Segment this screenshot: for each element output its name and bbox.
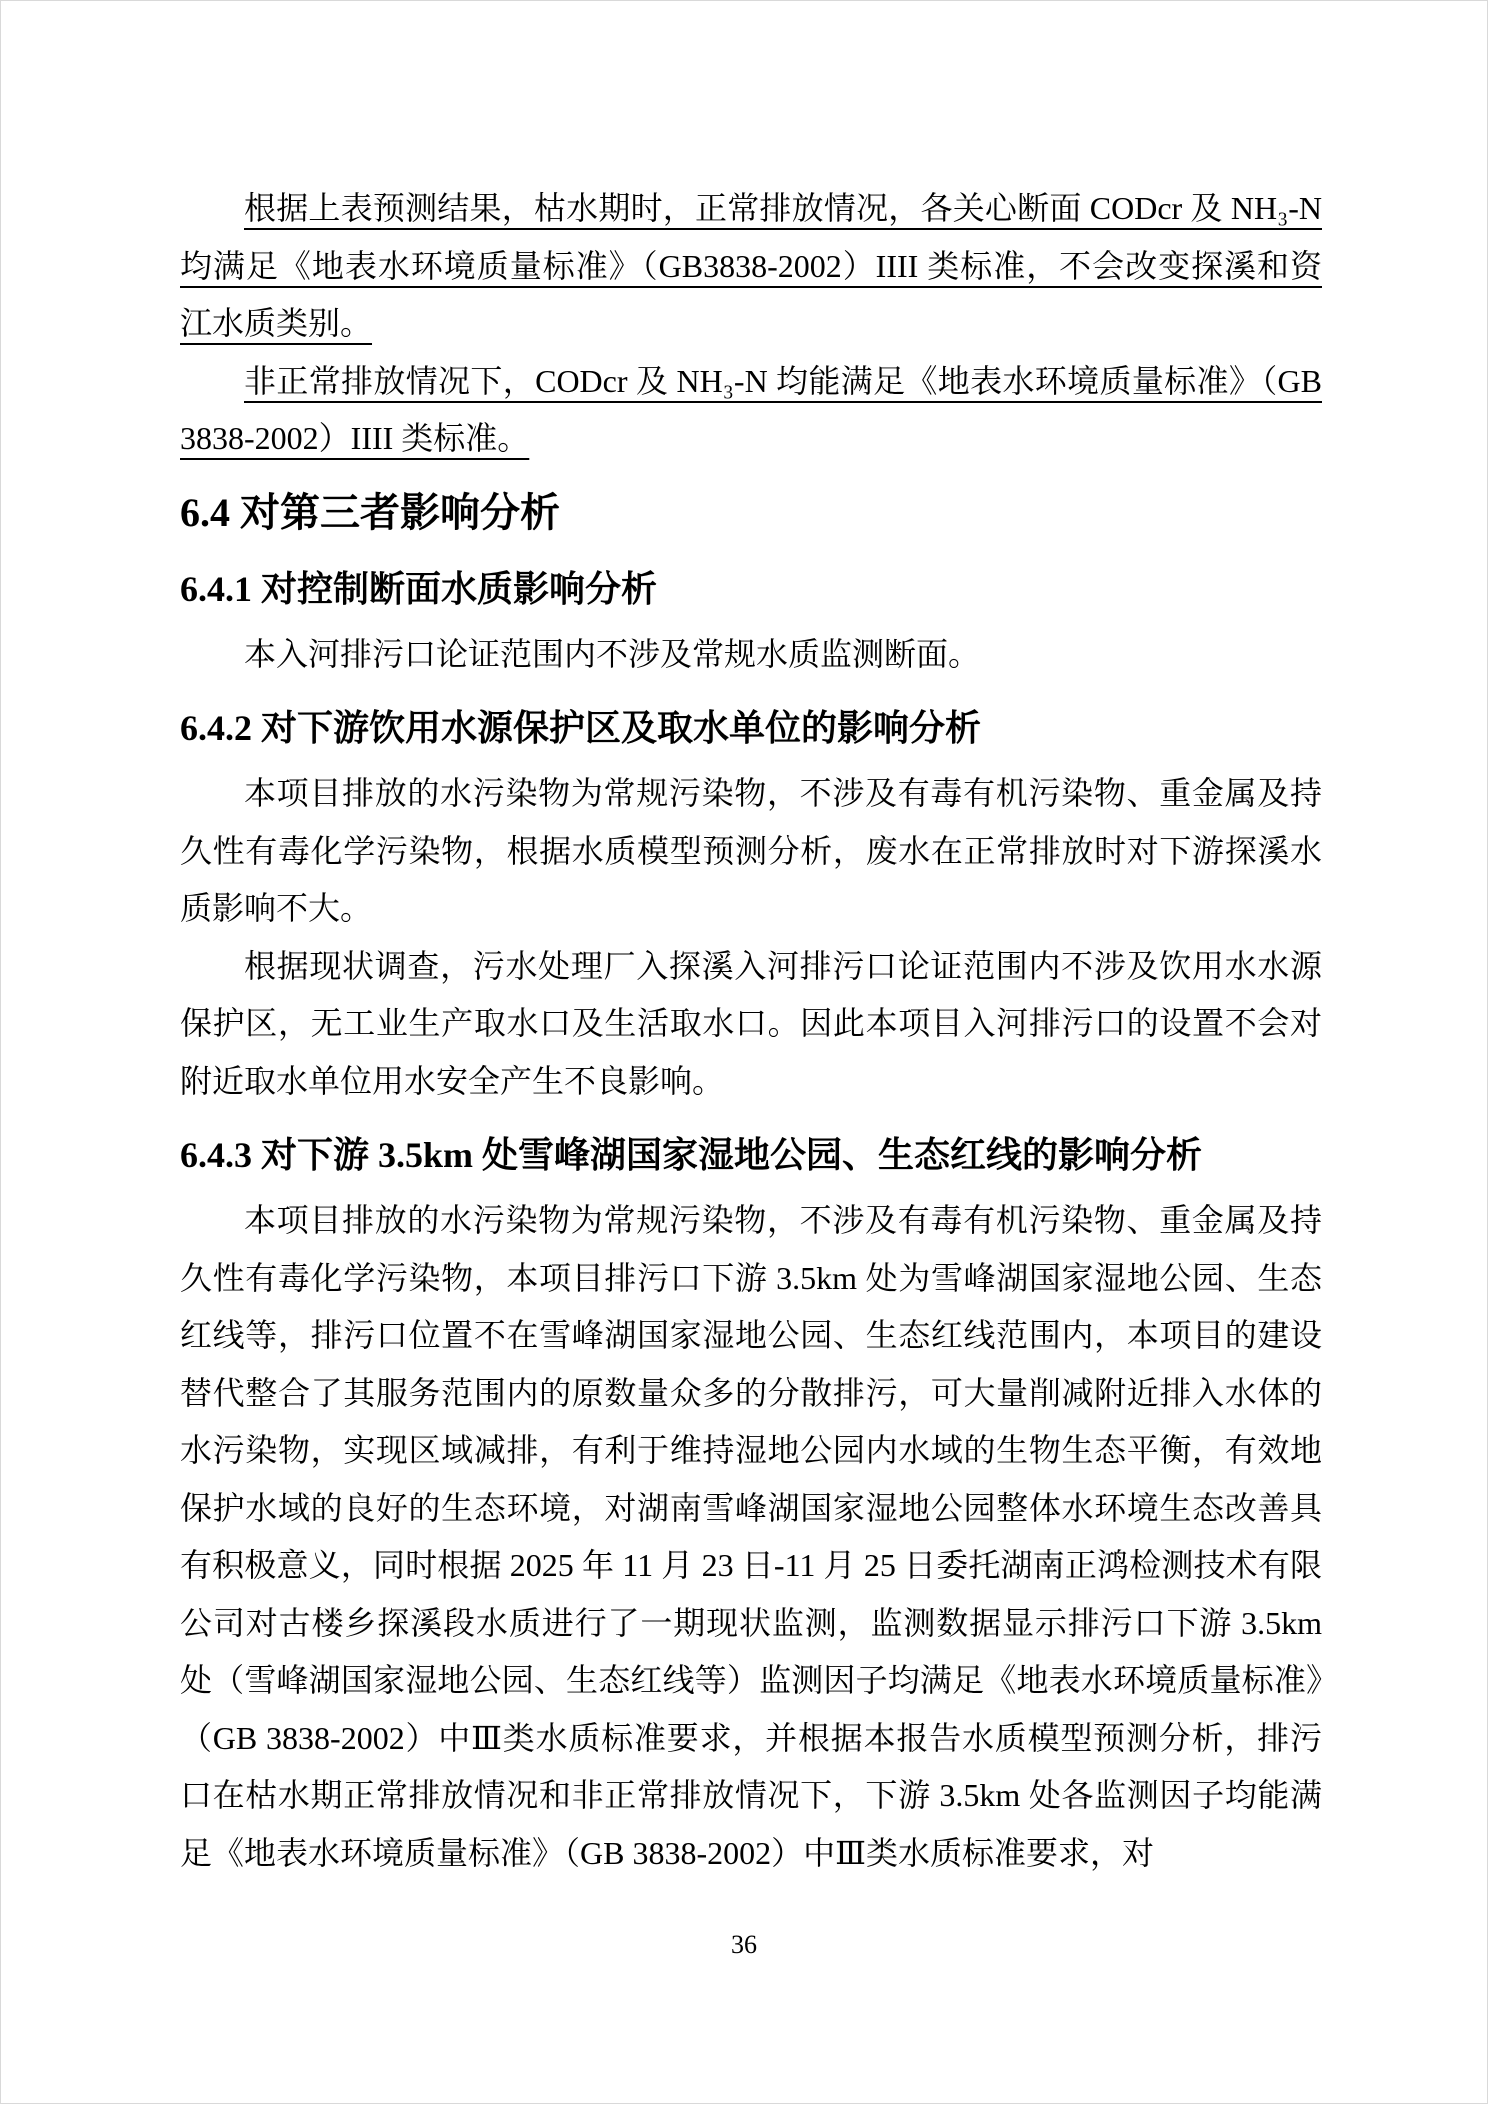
heading-section-6-4-3: 6.4.3 对下游 3.5km 处雪峰湖国家湿地公园、生态红线的影响分析 [180,1135,1203,1175]
heading-section-6-4-1: 6.4.1 对控制断面水质影响分析 [180,568,658,609]
paragraph-6-4-2-survey: 根据现状调查，污水处理厂入探溪入河排污口论证范围内不涉及饮用水水源保护区，无工业生产取水口及生活取水口。因此本项目入河排污口的设置不会对附近取水单位用水安全产生不良影响。 [180,947,1322,1099]
paragraph-abnormal-discharge-conclusion: 非正常排放情况下，CODcr 及 NH₃-N 均能满足《地表水环境质量标准》（GB3838-2002）IIII 类标准。 [180,362,1322,456]
page-number: 36 [731,1930,757,1959]
heading-section-6-4: 6.4 对第三者影响分析 [180,489,560,535]
paragraph-normal-discharge-conclusion: 根据上表预测结果，枯水期时，正常排放情况，各关心断面 CODcr 及 NH₃-N 均满足《地表水环境质量标准》（GB3838-2002）IIII 类标准，不会改变探溪和资江水质类别。 [180,190,1322,341]
paragraph-6-4-3-wetland-analysis: 本项目排放的水污染物为常规污染物，不涉及有毒有机污染物、重金属及持久性有毒化学污染物，本项目排污口下游 3.5km 处为雪峰湖国家湿地公园、生态红线等，排污口位置不在雪峰湖国家湿地公园、生态红线范围内，本项目的建设替代整合了其服务范围内的原数量众多的分散排污，可大量削减附近排入水体的水污染物，实现区域减排，有利于维持湿地公园内水域的生物生态平衡，有效地保护水域的良好的生态环境，对湖南雪峰湖国家湿地公园整体水环境生态改善具有积极意义，同时根据 2025 年 11 月 23 日-11 月 25 日委托湖南正鸿检测技术有限公司对古楼乡探溪段水质进行了一期现状监测，监测数据显示排污口下游 3.5km 处（雪峰湖国家湿地公园、生态红线等）监测因子均满足《地表水环境质量标准》（GB 3838-2002）中Ⅲ类水质标准要求，并根据本报告水质模型预测分析，排污口在枯水期正常排放情况和非正常排放情况下，下游 3.5km 处各监测因子均能满足《地表水环境质量标准》（GB 3838-2002）中Ⅲ类水质标准要求，对 [180,1202,1322,1871]
paragraph-6-4-1-content: 本入河排污口论证范围内不涉及常规水质监测断面。 [244,635,981,672]
paragraph-6-4-2-pollutants: 本项目排放的水污染物为常规污染物，不涉及有毒有机污染物、重金属及持久性有毒化学污染物，根据水质模型预测分析，废水在正常排放时对下游探溪水质影响不大。 [180,775,1322,926]
heading-section-6-4-2: 6.4.2 对下游饮用水源保护区及取水单位的影响分析 [180,708,982,748]
